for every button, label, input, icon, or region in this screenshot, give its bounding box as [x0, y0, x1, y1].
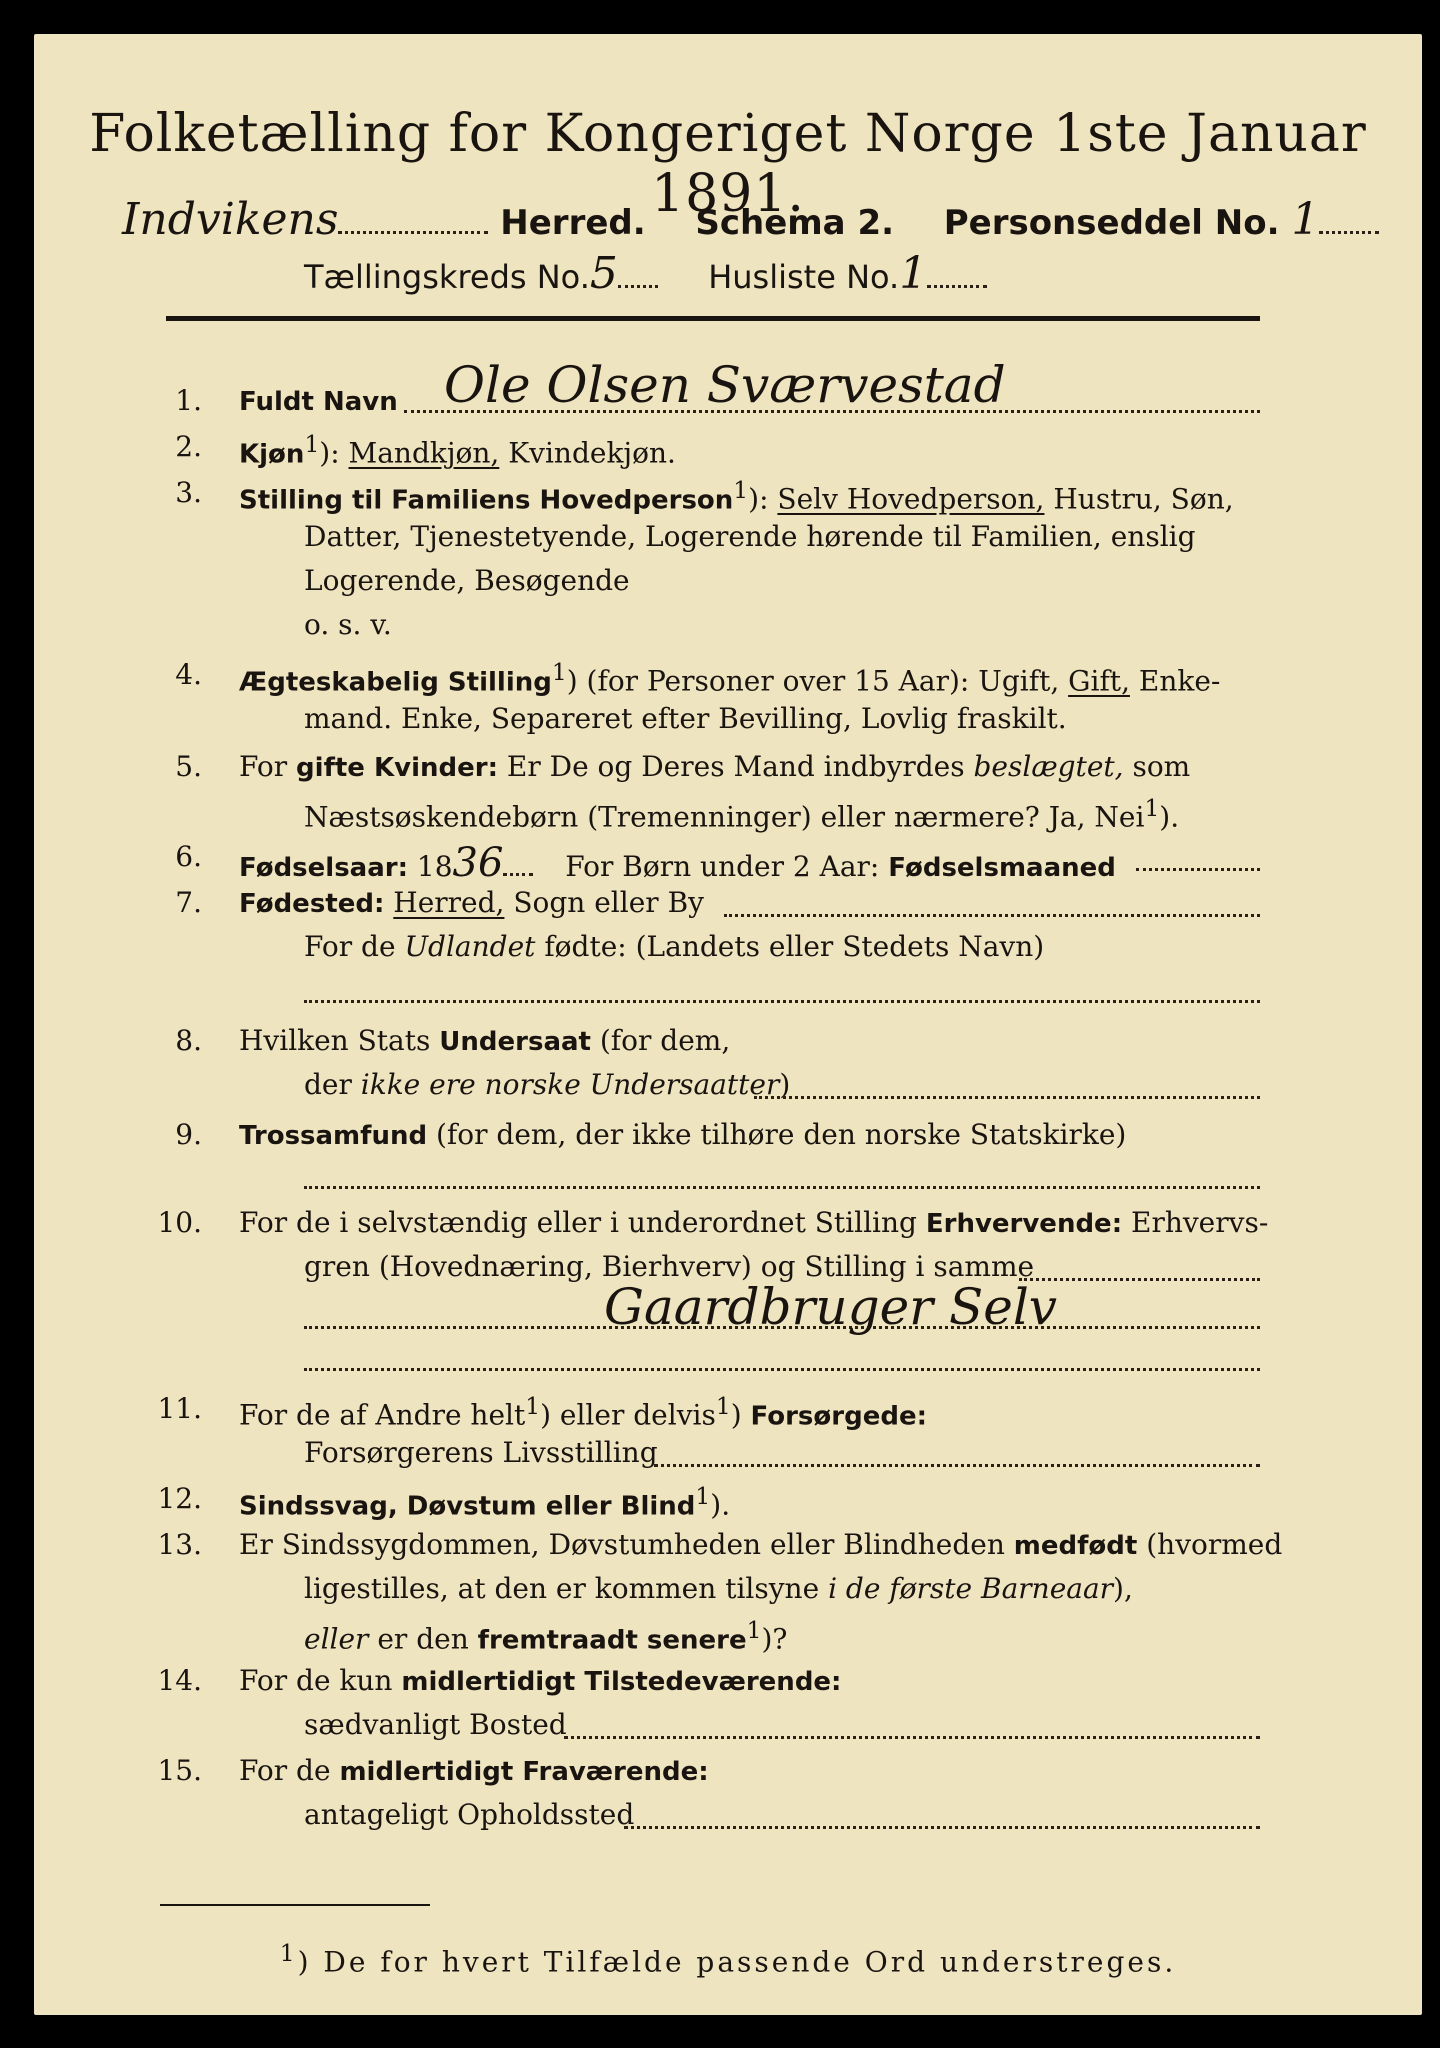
q13-line3: eller er den fremtraadt senere$^1$)?: [304, 1616, 788, 1656]
q9-line1: Trossamfund (for dem, der ikke tilhøre den norske Statskirke): [239, 1118, 1127, 1151]
herred-value: Indvikens: [122, 194, 339, 245]
personseddel-value: 1: [1291, 194, 1320, 245]
q12-line: Sindssvag, Døvstum eller Blind$^1$).: [239, 1482, 731, 1522]
q5-line2: Næstsøskendebørn (Tremenninger) eller nærmere? Ja, Nei$^1$).: [304, 794, 1180, 834]
q14-number: 14.: [157, 1664, 202, 1697]
q6-fill-line: [1136, 868, 1260, 871]
form-title: Folketælling for Kongeriget Norge 1ste Januar 1891.: [89, 104, 1367, 224]
q6-line: Fødselsaar: 1836 For Børn under 2 Aar: Fødselsmaaned: [239, 840, 1116, 886]
q13-line1: Er Sindssygdommen, Døvstumheden eller Blindheden medfødt (hvormed: [239, 1528, 1283, 1561]
q3-line4: o. s. v.: [304, 608, 392, 641]
q2-selected-option: Mandkjøn,: [348, 436, 500, 470]
q11-fill-line: [654, 1464, 1260, 1467]
q13-number: 13.: [157, 1528, 202, 1561]
schema-label: Schema 2.: [695, 203, 895, 243]
q10-fill-line-3: [304, 1368, 1260, 1371]
header-rule: [166, 316, 1260, 321]
q3-line2: Datter, Tjenestetyende, Logerende hørende til Familien, enslig: [304, 520, 1196, 553]
q9-fill-line: [304, 1186, 1260, 1189]
q15-line1: For de midlertidigt Fraværende:: [239, 1754, 709, 1787]
q4-line2: mand. Enke, Separeret efter Bevilling, Lovlig fraskilt.: [304, 702, 1067, 735]
q10-occupation-value: Gaardbruger Selv: [604, 1278, 1058, 1336]
q8-number: 8.: [175, 1024, 202, 1057]
q4-line1: Ægteskabelig Stilling$^1$) (for Personer over 15 Aar): Ugift, Gift, Enke-: [239, 658, 1221, 698]
q7-fill-line-2: [304, 1000, 1260, 1003]
q13-line2: ligestilles, at den er kommen tilsyne i de første Barneaar),: [304, 1572, 1133, 1605]
q7-line2: For de Udlandet fødte: (Landets eller Stedets Navn): [304, 930, 1045, 963]
kreds-row: [304, 248, 987, 299]
q6-number: 6.: [175, 840, 202, 873]
q2-number: 2.: [175, 430, 202, 463]
taellingskreds-value: 5: [589, 248, 618, 299]
q1-label: Fuldt Navn: [239, 387, 398, 417]
q3-number: 3.: [175, 476, 202, 509]
q4-selected-option: Gift,: [1068, 664, 1130, 698]
q11-number: 11.: [157, 1392, 202, 1425]
q5-line1: For gifte Kvinder: Er De og Deres Mand indbyrdes beslægtet, som: [239, 750, 1191, 783]
footnote: $^1$) De for hvert Tilfælde passende Ord understreges.: [279, 1939, 1177, 1979]
q14-line1: For de kun midlertidigt Tilstedeværende:: [239, 1664, 842, 1697]
herred-row: [122, 194, 1379, 245]
q15-fill-line: [624, 1826, 1260, 1829]
q10-line2: gren (Hovednæring, Bierhverv) og Stilling i samme: [304, 1250, 1035, 1283]
q2-line: Kjøn$^1$): Mandkjøn, Kvindekjøn.: [239, 430, 676, 470]
q9-number: 9.: [175, 1118, 202, 1151]
q8-fill-line: [754, 1096, 1260, 1099]
q1-number: 1.: [175, 384, 202, 417]
q8-line2: der ikke ere norske Undersaatter): [304, 1068, 791, 1101]
q6-year-value: 36: [452, 840, 504, 886]
q15-line2: antageligt Opholdssted: [304, 1798, 635, 1831]
q10-number: 10.: [157, 1206, 202, 1239]
husliste-label: Husliste No.: [708, 258, 900, 296]
q10-line1: For de i selvstændig eller i underordnet Stilling Erhvervende: Erhvervs-: [239, 1206, 1269, 1239]
taellingskreds-label: Tællingskreds No.: [304, 258, 590, 296]
q3-selected-option: Selv Hovedperson,: [777, 482, 1045, 516]
herred-label: Herred.: [500, 203, 646, 243]
q3-line3: Logerende, Besøgende: [304, 564, 630, 597]
q15-number: 15.: [157, 1754, 202, 1787]
census-form-sheet: [34, 34, 1422, 2015]
q4-number: 4.: [175, 658, 202, 691]
q11-line1: For de af Andre helt$^1$) eller delvis$^1$) Forsørgede:: [239, 1392, 927, 1432]
q14-line2: sædvanligt Bosted: [304, 1708, 567, 1741]
q5-number: 5.: [175, 750, 202, 783]
q3-line1: Stilling til Familiens Hovedperson$^1$): Selv Hovedperson, Hustru, Søn,: [239, 476, 1234, 516]
q7-fill-line: [724, 914, 1260, 917]
q7-number: 7.: [175, 886, 202, 919]
q14-fill-line: [564, 1736, 1260, 1739]
q12-number: 12.: [157, 1482, 202, 1515]
footnote-rule: [160, 1904, 430, 1906]
personseddel-label: Personseddel No.: [943, 203, 1280, 243]
q11-line2: Forsørgerens Livsstilling: [304, 1436, 658, 1469]
husliste-value: 1: [899, 248, 928, 299]
q1-name-value: Ole Olsen Sværvestad: [444, 356, 1006, 414]
q7-line1: Fødested: Herred, Sogn eller By: [239, 886, 704, 919]
q7-selected-option: Herred,: [393, 886, 505, 919]
q8-line1: Hvilken Stats Undersaat (for dem,: [239, 1024, 731, 1057]
